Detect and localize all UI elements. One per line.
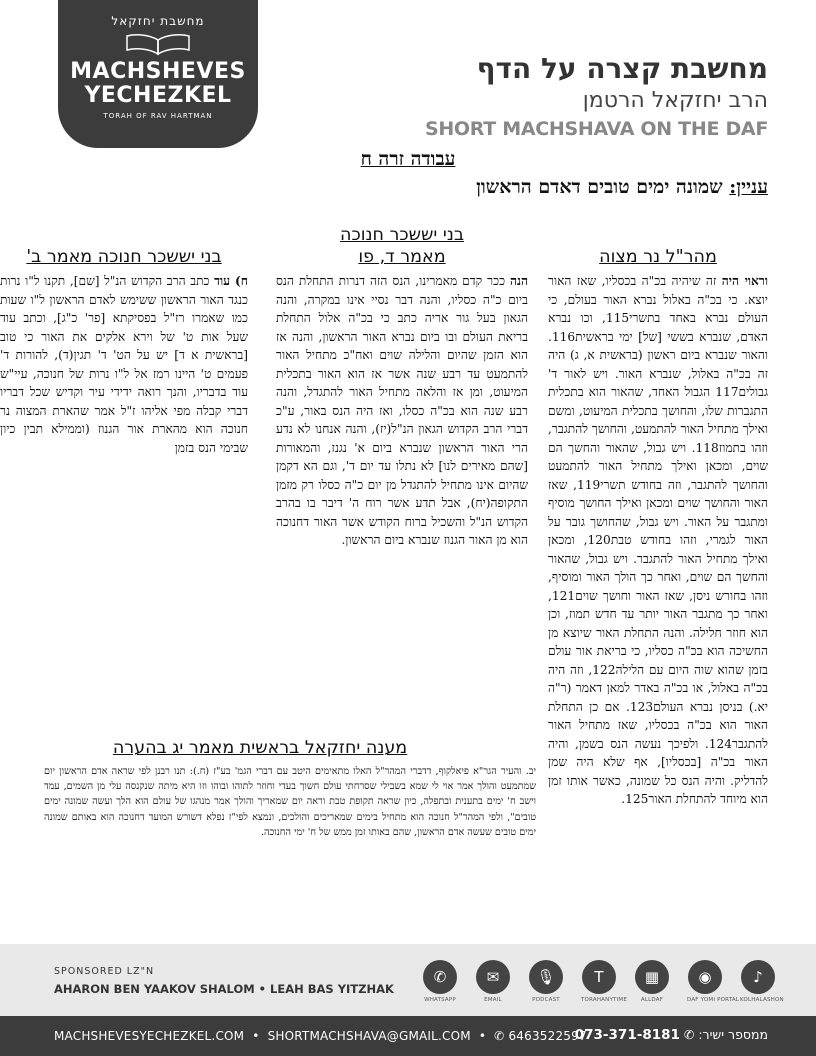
page-title-hebrew: מחשבת קצרה על הדף	[476, 52, 768, 85]
column-subheading: מאמר ד, פו	[358, 247, 446, 267]
alldaf-link[interactable]	[634, 960, 670, 1003]
footer-bar	[0, 1016, 816, 1056]
column-heading: בני יששכר חנוכה מאמר ב'	[26, 247, 222, 267]
website-link[interactable]: MACHSHEVESYECHEZKEL.COM	[54, 1029, 245, 1043]
footnote-heading: מענה יחזקאל בראשית מאמר יג בהערה	[112, 738, 408, 758]
alldaf-icon: ▦	[635, 960, 669, 994]
icon-label: DAF YOMI PORTAL	[687, 997, 740, 1003]
lead-word: ח) עוד	[214, 274, 248, 288]
column-bnei-yissachar-2	[0, 246, 248, 516]
lead-word: וראוי היה	[721, 274, 768, 288]
whatsapp-link[interactable]	[422, 960, 458, 1003]
daf-reference: עבודה זרה ח	[360, 148, 456, 170]
icon-label: ALLDAF	[640, 997, 664, 1003]
torahanytime-link[interactable]	[581, 960, 628, 1003]
topic-text: שמונה ימים טובים דאדם הראשון	[476, 176, 723, 198]
logo	[58, 0, 258, 148]
logo-hebrew: מחשבת יחזקאל	[111, 14, 205, 28]
whatsapp-icon: ✆	[423, 960, 457, 994]
lead-word: הנה	[510, 274, 528, 288]
topic	[476, 176, 768, 199]
icon-label: WHATSAPP	[424, 997, 456, 1003]
email-link[interactable]	[475, 960, 511, 1003]
sponsor-bar	[0, 944, 816, 1016]
column-body: זה שיהיה בכ"ה בכסליו, שאז האור יוצא. כי בכ"ה באלול נברא האור בעולם, כי העולם נברא באחד בתשרי115, וכו נברא האדם, שנברא בששי [של] ימי בראשית116. והאור שנברא ביום ראשון (בראשית א, ג) היה זה בכ"ה באלול, שנברא האור. ויש לאור ד' גבולים117 הגבול האחד, שהאור הוא בתכלית התגברות שלו, והחושך בתכלית המיעוט, ומשם ואילך מתחיל האור להתמעט, והחושך להתגבר, וזהו בתמוז118. ויש גבול, שהאור והחשך הם שוים, ומכאן ואילך מתחיל האור להתמעט והחושך להתגבר, וזה בחודש תשרי119, שאז האור והחושך שוים ומכאן ואילך החושך מוסיף ומתגבר על האור. ויש גבול, שהחושך גובר על האור לגמרי, וזהו בחודש טבת120, ומכאן ואילך מתחיל האור להתגבר. ויש גבול, שהאור והחשך הם שוים, ואחר כך הולך האור ומוסיף, וזהו בחורש ניסן, שאז האור וחושך שוים121, ואחר כך מתגבר האור יותר עד חדש תמוז, וכן הוא חוזר חלילה. והנה התחלת האור שיוצא מן החשיכה הוא בכ"ה כסליו, כי בריאת אור עולם בזמן שהוא שוה היום עם הלילה122, וזה היה בכ"ה באלול, או בכ"ה באדר למאן דאמר (ר"ה יא.) בניסן נברא העולם123. אם כן התחלת האור הוא בכ"ה בכסליו, שאז מתחיל האור להתגבר124. ולפיכך נעשה הנס בשמן, והיה האור בכ"ה [בכסליו], אף שלא היה שמן להדליק. והיה הנס כל שמונה, כאשר אותו זמן הוא מיוחד להתחלת האור125.	[548, 274, 768, 806]
email-link[interactable]: SHORTMACHSHAVA@GMAIL.COM	[267, 1029, 471, 1043]
logo-line2: YECHEZKEL	[84, 83, 232, 108]
column-body: כתב הרב הקדוש הנ"ל [שם], תקנו ל"ו נרות כנגד האור הראשון ששימש לאדם הראשון ל"ו שעות כמו שאמרו רז"ל בפסיקתא [פר' כ"ג], וכתב עוד שעל אות ט' של וירא אלקים את האור כי טוב [בראשית א ד] יש על הט' ד' תגין(ד), להורות ד' פעמים ט' היינו רמז אל ל"ו נרות של חנוכה, עיי"ש עוד בדבריו, והנך רואה ידידי עיר וקדיש שכל דבריו דברי קבלה מפי אליהו ז"ל אמר שהארת המצוה נר חנוכה הוא מהארת אור הגנוז (וממילא תבין כיון שבימי הנס בזמן	[0, 274, 248, 455]
whatsapp-icon: ✆	[494, 1029, 505, 1043]
phone-icon: ✆	[683, 1027, 695, 1042]
icon-label: KOLHALASHON	[740, 997, 784, 1003]
direct-phone-number[interactable]: 073-371-8181	[574, 1027, 680, 1043]
footnote-text: יב. והעיר הגר"א פיאלקוף, דדברי המהר"ל האלו מתאימים היטב עם דברי הגמ' בע"ז (ח.): תנו רבנן לפי שראה אדם הראשון יום שמתמעט והולך אמר אוי לי שמא בשבילי שסרחתי עולם חשוך בעדי וחוזר לתוהו ובוהו וזו היא מיתה שנקנסה עלי מן השמים, עמד וישב ח' ימים בתענית ובתפלה, כיון שראה תקופת טבת וראה יום שמאריך והולך אמר מנהגו של עולם הוא הלך ועשה שמונה ימים טובים", ולפי המהר"ל חנוכה הוא מתחיל בימים שמאריכים והולכים, ונמצא לפי"ז נפלא דשורש המועד דחנוכה הוא באותם שמונה ימים טובים שעשה אדם הראשון, שהם באותו זמן ממש של ח' ימי החנוכה.	[44, 766, 536, 838]
column-bnei-yissachar-4	[276, 224, 528, 624]
open-book-icon	[123, 30, 193, 56]
separator: •	[248, 1029, 264, 1043]
microphone-icon: 🎙	[529, 960, 563, 994]
column-maharal	[548, 246, 768, 926]
kolhalashon-icon: ♪	[741, 960, 775, 994]
podcast-link[interactable]	[528, 960, 564, 1003]
column-heading: בני יששכר חנוכה	[340, 225, 464, 245]
logo-line1: MACHSHEVES	[70, 59, 246, 84]
separator: •	[474, 1029, 491, 1043]
dafyomi-portal-icon: ◉	[688, 960, 722, 994]
whatsapp-number[interactable]: 6463522597	[508, 1029, 587, 1043]
torahanytime-icon: T	[582, 960, 616, 994]
direct-phone-label: ממספר ישיר:	[698, 1027, 768, 1042]
sponsor-label: SPONSORED LZ"N	[54, 966, 155, 977]
sponsor-names: AHARON BEN YAAKOV SHALOM • LEAH BAS YITZHAK	[54, 982, 394, 996]
topic-label: עניין:	[729, 176, 768, 198]
footer-contacts	[54, 1029, 587, 1043]
platform-icons	[422, 960, 784, 1003]
column-body: ככר קדם מאמרינו, הנס הזה דנרות התחלת הנס ביום כ"ה כסליו, והנה דבר נסיי אינו במקרה, והנה הגאון בעל גור אריה כתב כי בכ"ה אלול התחלת בריאת העולם ובו ביום נברא האור הראשון, והנה אז הוא הזמן שהיום והלילה שוים ואח"כ מתחיל האור להתמעט עד רבע שנה אשר אז הוא האור בתכלית המיעוט, ומן אז והלאה מתחיל האור להתגדל, והנה רבע שנה הוא בכ"ה כסלו, ואז היה הנס באור, ע"כ דברי הרב הקדוש הגאון הנ"ל(יז), והנה אנחנו לא נדע הרי האור הראשון שנברא ביום א' נגנז, והמאורות [שהם מאירים לנו] לא נתלו עד יום ד', וגם הא דקמן שהיום אינו מתחיל להתגדל מן יום כ"ה כסלו רק מזמן התקופה(יח), אבל תדע אשר רוח ה' דיבר בו בהרב הקדוש הנ"ל והשכיל ברוח הקודש אשר האור דחנוכה הוא מן האור הגנוז שנברא ביום הראשון.	[276, 274, 528, 547]
icon-label: PODCAST	[532, 997, 560, 1003]
kolhalashon-link[interactable]	[740, 960, 784, 1003]
column-heading: מהר"ל נר מצוה	[599, 247, 717, 267]
dafyomi-portal-link[interactable]	[687, 960, 740, 1003]
icon-label: EMAIL	[484, 997, 502, 1003]
page-title-english: SHORT MACHSHAVA ON THE DAF	[424, 118, 768, 140]
logo-tagline: TORAH OF RAV HARTMAN	[103, 112, 213, 120]
email-icon: ✉	[476, 960, 510, 994]
icon-label: TORAHANYTIME	[581, 997, 628, 1003]
author-hebrew: הרב יחזקאל הרטמן	[582, 88, 768, 113]
direct-phone	[575, 1027, 768, 1043]
